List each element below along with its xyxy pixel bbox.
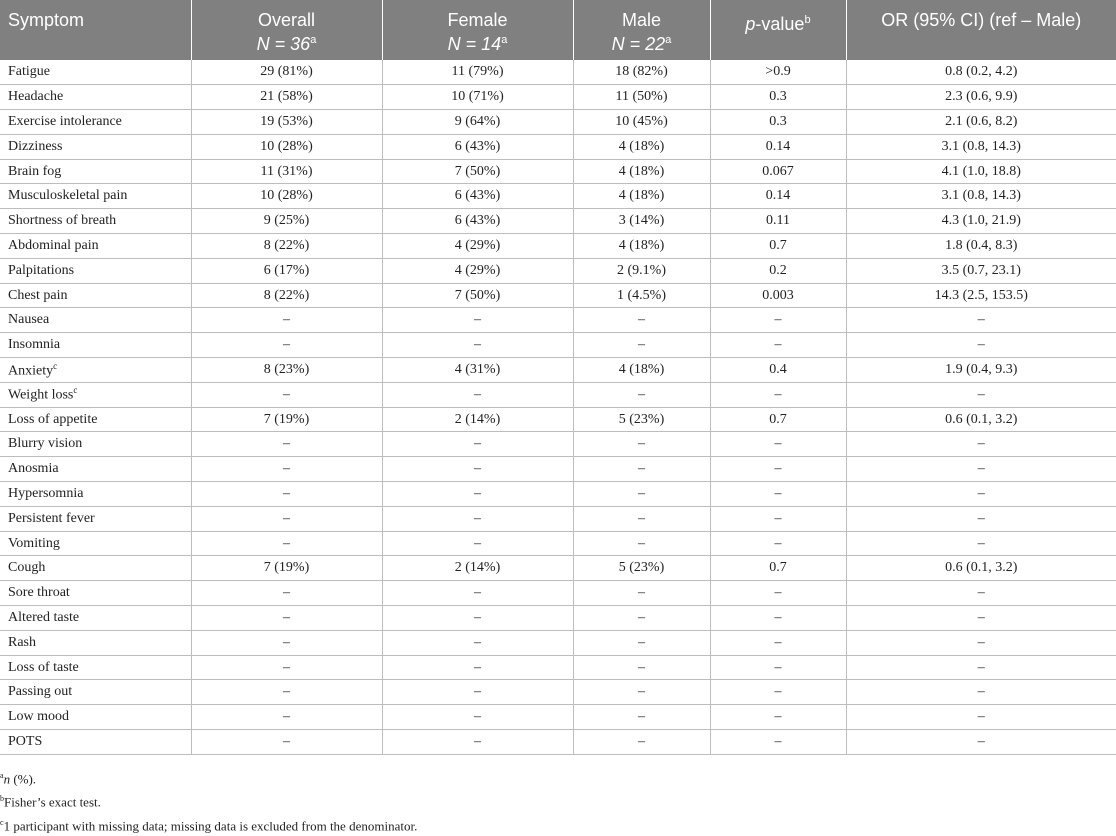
cell-odds-ratio: 0.8 (0.2, 4.2) bbox=[846, 60, 1116, 85]
cell-p-value: 0.14 bbox=[710, 184, 846, 209]
cell-p-value: – bbox=[710, 680, 846, 705]
cell-overall: 8 (22%) bbox=[191, 283, 382, 308]
cell-male: 4 (18%) bbox=[573, 234, 710, 259]
cell-odds-ratio: – bbox=[846, 506, 1116, 531]
table-row bbox=[0, 556, 1116, 581]
cell-p-value: – bbox=[710, 705, 846, 730]
cell-odds-ratio: – bbox=[846, 705, 1116, 730]
cell-overall: 29 (81%) bbox=[191, 60, 382, 85]
table-row bbox=[0, 730, 1116, 755]
cell-odds-ratio: – bbox=[846, 333, 1116, 358]
cell-overall: 9 (25%) bbox=[191, 209, 382, 234]
cell-overall: 21 (58%) bbox=[191, 85, 382, 110]
cell-overall: – bbox=[191, 581, 382, 606]
cell-p-value: 0.14 bbox=[710, 134, 846, 159]
cell-female: – bbox=[382, 308, 573, 333]
table-row bbox=[0, 85, 1116, 110]
cell-odds-ratio: – bbox=[846, 606, 1116, 631]
cell-p-value: 0.3 bbox=[710, 85, 846, 110]
cell-symptom: Cough bbox=[0, 556, 191, 581]
cell-female: 9 (64%) bbox=[382, 110, 573, 135]
cell-female: 6 (43%) bbox=[382, 184, 573, 209]
cell-symptom: Persistent fever bbox=[0, 506, 191, 531]
table-row bbox=[0, 655, 1116, 680]
cell-p-value: – bbox=[710, 506, 846, 531]
cell-male: 4 (18%) bbox=[573, 358, 710, 383]
cell-p-value: – bbox=[710, 581, 846, 606]
cell-symptom: Anosmia bbox=[0, 457, 191, 482]
cell-odds-ratio: – bbox=[846, 482, 1116, 507]
cell-symptom: Anxiety$^c$ bbox=[0, 358, 191, 383]
cell-male: – bbox=[573, 432, 710, 457]
table-row bbox=[0, 680, 1116, 705]
cell-male: 2 (9.1%) bbox=[573, 258, 710, 283]
table-row bbox=[0, 358, 1116, 383]
cell-odds-ratio: 4.1 (1.0, 18.8) bbox=[846, 159, 1116, 184]
cell-overall: 19 (53%) bbox=[191, 110, 382, 135]
cell-male: 18 (82%) bbox=[573, 60, 710, 85]
cell-overall: – bbox=[191, 705, 382, 730]
cell-overall: – bbox=[191, 630, 382, 655]
cell-male: – bbox=[573, 630, 710, 655]
table-row bbox=[0, 333, 1116, 358]
cell-symptom: POTS bbox=[0, 730, 191, 755]
table-row bbox=[0, 531, 1116, 556]
cell-female: 6 (43%) bbox=[382, 209, 573, 234]
cell-female: – bbox=[382, 506, 573, 531]
table-row bbox=[0, 283, 1116, 308]
cell-odds-ratio: – bbox=[846, 655, 1116, 680]
cell-odds-ratio: 14.3 (2.5, 153.5) bbox=[846, 283, 1116, 308]
cell-odds-ratio: – bbox=[846, 382, 1116, 407]
cell-overall: – bbox=[191, 655, 382, 680]
cell-overall: – bbox=[191, 506, 382, 531]
cell-male: 4 (18%) bbox=[573, 159, 710, 184]
cell-p-value: – bbox=[710, 333, 846, 358]
cell-symptom: Blurry vision bbox=[0, 432, 191, 457]
table-row bbox=[0, 457, 1116, 482]
cell-overall: – bbox=[191, 333, 382, 358]
cell-p-value: – bbox=[710, 630, 846, 655]
table-row bbox=[0, 606, 1116, 631]
table-row bbox=[0, 382, 1116, 407]
cell-male: 4 (18%) bbox=[573, 184, 710, 209]
cell-female: – bbox=[382, 630, 573, 655]
header-male: Male $N = 22^a$ bbox=[573, 0, 710, 60]
cell-symptom: Fatigue bbox=[0, 60, 191, 85]
header-p-value: p-value$^b$ bbox=[710, 0, 846, 60]
cell-symptom: Hypersomnia bbox=[0, 482, 191, 507]
cell-symptom: Abdominal pain bbox=[0, 234, 191, 259]
table-row bbox=[0, 630, 1116, 655]
cell-female: – bbox=[382, 531, 573, 556]
cell-female: – bbox=[382, 680, 573, 705]
cell-p-value: – bbox=[710, 308, 846, 333]
cell-p-value: 0.7 bbox=[710, 556, 846, 581]
cell-overall: 8 (22%) bbox=[191, 234, 382, 259]
cell-p-value: 0.003 bbox=[710, 283, 846, 308]
cell-symptom: Dizziness bbox=[0, 134, 191, 159]
cell-female: – bbox=[382, 432, 573, 457]
cell-p-value: – bbox=[710, 606, 846, 631]
table-row bbox=[0, 407, 1116, 432]
cell-odds-ratio: – bbox=[846, 730, 1116, 755]
cell-overall: – bbox=[191, 482, 382, 507]
cell-overall: – bbox=[191, 606, 382, 631]
table-row bbox=[0, 159, 1116, 184]
header-symptom: Symptom bbox=[0, 0, 191, 60]
cell-odds-ratio: 3.1 (0.8, 14.3) bbox=[846, 184, 1116, 209]
cell-female: 4 (31%) bbox=[382, 358, 573, 383]
cell-overall: – bbox=[191, 457, 382, 482]
cell-odds-ratio: – bbox=[846, 531, 1116, 556]
cell-odds-ratio: – bbox=[846, 630, 1116, 655]
footnotes bbox=[0, 766, 417, 836]
cell-male: – bbox=[573, 730, 710, 755]
cell-male: – bbox=[573, 581, 710, 606]
cell-female: – bbox=[382, 382, 573, 407]
cell-symptom: Low mood bbox=[0, 705, 191, 730]
footnote-b: $^b$Fisher’s exact test. bbox=[0, 794, 101, 810]
cell-female: 7 (50%) bbox=[382, 283, 573, 308]
cell-odds-ratio: 0.6 (0.1, 3.2) bbox=[846, 407, 1116, 432]
table-row bbox=[0, 258, 1116, 283]
cell-p-value: 0.7 bbox=[710, 234, 846, 259]
cell-odds-ratio: 2.1 (0.6, 8.2) bbox=[846, 110, 1116, 135]
table-row bbox=[0, 60, 1116, 85]
cell-male: 1 (4.5%) bbox=[573, 283, 710, 308]
cell-female: 10 (71%) bbox=[382, 85, 573, 110]
cell-male: – bbox=[573, 705, 710, 730]
cell-female: – bbox=[382, 606, 573, 631]
cell-male: 5 (23%) bbox=[573, 407, 710, 432]
cell-female: – bbox=[382, 581, 573, 606]
cell-symptom: Weight loss$^c$ bbox=[0, 382, 191, 407]
table-row bbox=[0, 705, 1116, 730]
cell-symptom: Brain fog bbox=[0, 159, 191, 184]
cell-female: – bbox=[382, 705, 573, 730]
cell-male: 11 (50%) bbox=[573, 85, 710, 110]
cell-female: – bbox=[382, 457, 573, 482]
header-female: Female $N = 14^a$ bbox=[382, 0, 573, 60]
cell-p-value: – bbox=[710, 655, 846, 680]
cell-odds-ratio: 4.3 (1.0, 21.9) bbox=[846, 209, 1116, 234]
cell-female: 2 (14%) bbox=[382, 407, 573, 432]
cell-male: 10 (45%) bbox=[573, 110, 710, 135]
cell-symptom: Chest pain bbox=[0, 283, 191, 308]
cell-symptom: Headache bbox=[0, 85, 191, 110]
cell-overall: 10 (28%) bbox=[191, 184, 382, 209]
cell-symptom: Altered taste bbox=[0, 606, 191, 631]
cell-male: – bbox=[573, 680, 710, 705]
table-body bbox=[0, 60, 1116, 754]
cell-symptom: Rash bbox=[0, 630, 191, 655]
cell-female: 4 (29%) bbox=[382, 234, 573, 259]
table-row bbox=[0, 209, 1116, 234]
cell-odds-ratio: 3.5 (0.7, 23.1) bbox=[846, 258, 1116, 283]
cell-symptom: Shortness of breath bbox=[0, 209, 191, 234]
cell-overall: 7 (19%) bbox=[191, 407, 382, 432]
cell-male: – bbox=[573, 308, 710, 333]
cell-odds-ratio: – bbox=[846, 581, 1116, 606]
cell-odds-ratio: 2.3 (0.6, 9.9) bbox=[846, 85, 1116, 110]
cell-male: – bbox=[573, 382, 710, 407]
cell-male: – bbox=[573, 606, 710, 631]
table-row bbox=[0, 432, 1116, 457]
cell-symptom: Nausea bbox=[0, 308, 191, 333]
cell-odds-ratio: 1.9 (0.4, 9.3) bbox=[846, 358, 1116, 383]
cell-p-value: – bbox=[710, 531, 846, 556]
cell-overall: 8 (23%) bbox=[191, 358, 382, 383]
cell-male: – bbox=[573, 333, 710, 358]
cell-female: 6 (43%) bbox=[382, 134, 573, 159]
cell-male: – bbox=[573, 655, 710, 680]
cell-symptom: Vomiting bbox=[0, 531, 191, 556]
cell-female: – bbox=[382, 730, 573, 755]
cell-p-value: 0.7 bbox=[710, 407, 846, 432]
cell-symptom: Loss of taste bbox=[0, 655, 191, 680]
cell-overall: – bbox=[191, 432, 382, 457]
cell-male: – bbox=[573, 506, 710, 531]
cell-male: 5 (23%) bbox=[573, 556, 710, 581]
cell-p-value: 0.3 bbox=[710, 110, 846, 135]
cell-female: – bbox=[382, 333, 573, 358]
cell-symptom: Insomnia bbox=[0, 333, 191, 358]
footnote-c: $^c$1 participant with missing data; missing data is excluded from the denominator. bbox=[0, 817, 418, 833]
cell-overall: 11 (31%) bbox=[191, 159, 382, 184]
footnote-a: $^a$n (%). bbox=[0, 771, 37, 787]
cell-symptom: Passing out bbox=[0, 680, 191, 705]
header-row bbox=[0, 0, 1116, 60]
cell-p-value: – bbox=[710, 382, 846, 407]
cell-p-value: >0.9 bbox=[710, 60, 846, 85]
cell-overall: 10 (28%) bbox=[191, 134, 382, 159]
cell-female: 7 (50%) bbox=[382, 159, 573, 184]
table-row bbox=[0, 110, 1116, 135]
cell-p-value: – bbox=[710, 457, 846, 482]
table-row bbox=[0, 134, 1116, 159]
cell-male: – bbox=[573, 482, 710, 507]
cell-overall: – bbox=[191, 680, 382, 705]
cell-odds-ratio: – bbox=[846, 308, 1116, 333]
cell-odds-ratio: – bbox=[846, 680, 1116, 705]
cell-p-value: 0.4 bbox=[710, 358, 846, 383]
cell-female: 4 (29%) bbox=[382, 258, 573, 283]
cell-odds-ratio: – bbox=[846, 432, 1116, 457]
cell-symptom: Loss of appetite bbox=[0, 407, 191, 432]
cell-odds-ratio: – bbox=[846, 457, 1116, 482]
cell-p-value: 0.067 bbox=[710, 159, 846, 184]
cell-overall: – bbox=[191, 531, 382, 556]
cell-overall: 6 (17%) bbox=[191, 258, 382, 283]
cell-p-value: – bbox=[710, 482, 846, 507]
cell-female: – bbox=[382, 655, 573, 680]
table-row bbox=[0, 308, 1116, 333]
cell-symptom: Musculoskeletal pain bbox=[0, 184, 191, 209]
cell-female: – bbox=[382, 482, 573, 507]
cell-overall: – bbox=[191, 730, 382, 755]
cell-odds-ratio: 1.8 (0.4, 8.3) bbox=[846, 234, 1116, 259]
cell-symptom: Exercise intolerance bbox=[0, 110, 191, 135]
cell-overall: – bbox=[191, 308, 382, 333]
cell-female: 11 (79%) bbox=[382, 60, 573, 85]
cell-symptom: Sore throat bbox=[0, 581, 191, 606]
cell-p-value: – bbox=[710, 432, 846, 457]
cell-male: – bbox=[573, 531, 710, 556]
cell-male: – bbox=[573, 457, 710, 482]
cell-p-value: – bbox=[710, 730, 846, 755]
cell-overall: 7 (19%) bbox=[191, 556, 382, 581]
cell-symptom: Palpitations bbox=[0, 258, 191, 283]
table-row bbox=[0, 506, 1116, 531]
table-row bbox=[0, 184, 1116, 209]
table-row bbox=[0, 482, 1116, 507]
cell-p-value: 0.11 bbox=[710, 209, 846, 234]
cell-male: 4 (18%) bbox=[573, 134, 710, 159]
cell-male: 3 (14%) bbox=[573, 209, 710, 234]
cell-odds-ratio: 0.6 (0.1, 3.2) bbox=[846, 556, 1116, 581]
cell-p-value: 0.2 bbox=[710, 258, 846, 283]
table-row bbox=[0, 581, 1116, 606]
table-row bbox=[0, 234, 1116, 259]
header-odds-ratio: OR (95% CI) (ref – Male) bbox=[846, 0, 1116, 60]
cell-odds-ratio: 3.1 (0.8, 14.3) bbox=[846, 134, 1116, 159]
header-overall: Overall $N = 36^a$ bbox=[191, 0, 382, 60]
cell-female: 2 (14%) bbox=[382, 556, 573, 581]
cell-overall: – bbox=[191, 382, 382, 407]
